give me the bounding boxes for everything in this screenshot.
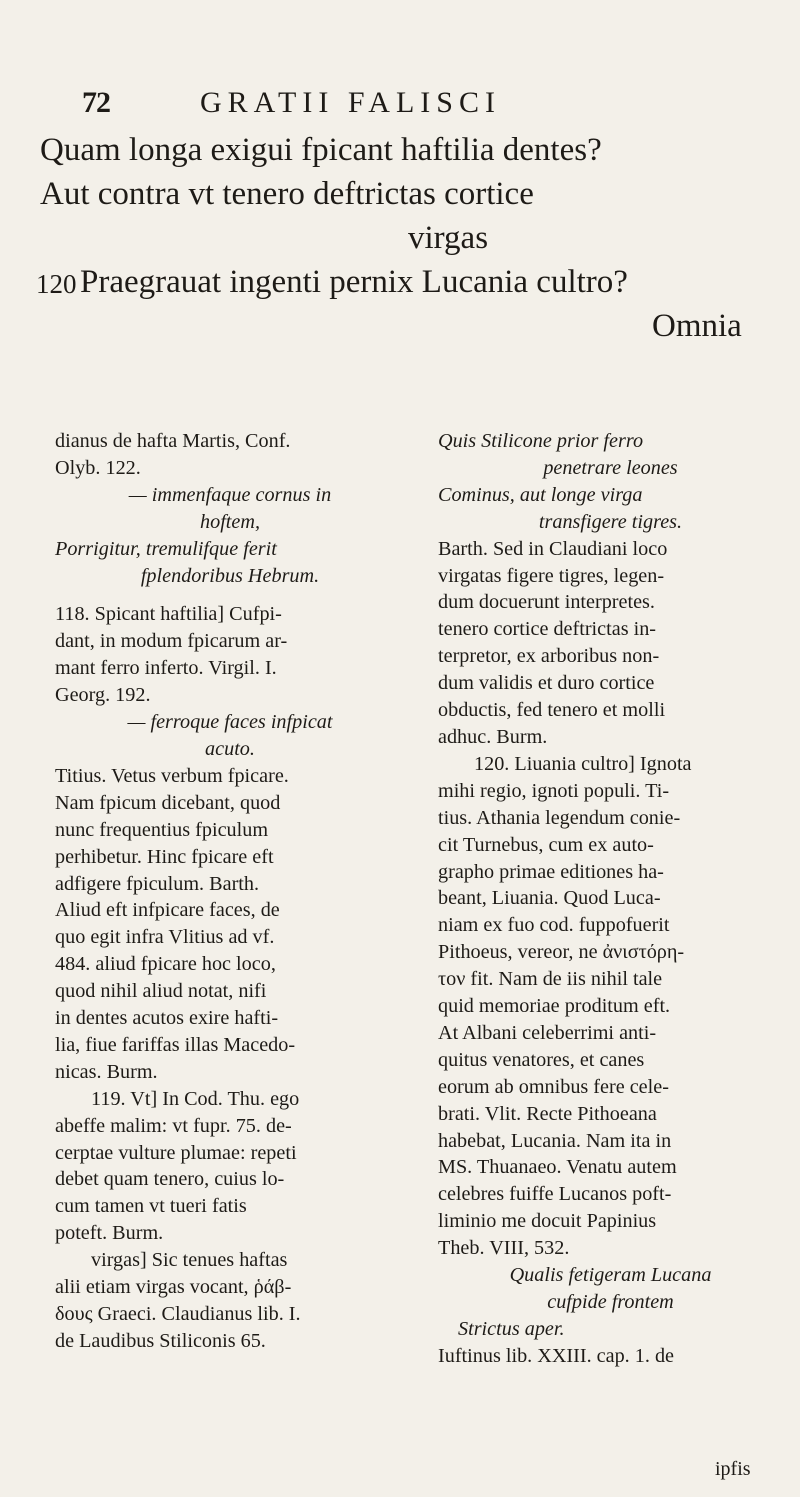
commentary-line: abeffe malim: vt fupr. 75. de- xyxy=(55,1114,292,1137)
commentary-line: grapho primae editiones ha- xyxy=(438,860,664,883)
quotation-line: transfigere tigres. xyxy=(538,510,683,533)
quotation-line: Quis Stilicone prior ferro xyxy=(438,430,644,452)
commentary-line: quitus venatores, et canes xyxy=(438,1048,645,1071)
commentary-line: niam ex fuo cod. fuppofuerit xyxy=(438,914,670,937)
commentary-left-column xyxy=(55,428,405,1355)
quotation-line: Porrigitur, tremulifque ferit xyxy=(55,537,277,560)
quotation-line: acuto. xyxy=(205,737,255,760)
page-number: 72 xyxy=(82,86,110,119)
quotation-line: Qualis fetigeram Lucana xyxy=(509,1264,712,1287)
commentary-line: Iuftinus lib. XXIII. cap. 1. de xyxy=(438,1344,675,1367)
commentary-line: Nam fpicum dicebant, quod xyxy=(55,791,281,814)
quotation-line: Strictus aper. xyxy=(458,1317,565,1340)
commentary-line: Titius. Vetus verbum fpicare. xyxy=(55,764,289,787)
verse-number: 120 xyxy=(36,269,77,299)
commentary-line: Georg. 192. xyxy=(55,684,151,707)
commentary-line: mihi regio, ignoti populi. Ti- xyxy=(438,779,670,802)
commentary-line: cum tamen vt tueri fatis xyxy=(55,1195,247,1218)
verse-line xyxy=(40,216,780,260)
commentary-line: dum docuerunt interpretes. xyxy=(438,591,655,614)
verse-text: Quam longa exigui fpicant haftilia dentes? xyxy=(40,132,602,168)
commentary-line: adhuc. Burm. xyxy=(438,725,548,748)
commentary-line: virgatas figere tigres, legen- xyxy=(438,564,665,587)
poem-verses xyxy=(36,128,780,348)
verse-line xyxy=(40,128,780,172)
commentary-line: δους Graeci. Claudianus lib. I. xyxy=(55,1303,301,1325)
verse-text: Omnia xyxy=(652,308,742,344)
quotation-line: — ferroque faces infpicat xyxy=(127,711,333,734)
commentary-line: brati. Vlit. Recte Pithoeana xyxy=(438,1102,657,1125)
quotation-line: hoftem, xyxy=(200,510,260,533)
commentary-line: terpretor, ex arboribus non- xyxy=(438,645,660,668)
note-118: 118. Spicant haftilia] Cufpi- xyxy=(55,603,282,626)
verse-text: Praegrauat ingenti pernix Lucania cultro? xyxy=(80,264,628,300)
note-120: 120. Liuania cultro] Ignota xyxy=(474,752,692,775)
commentary-line: liminio me docuit Papinius xyxy=(438,1210,657,1233)
commentary-line: cerptae vulture plumae: repeti xyxy=(55,1141,297,1164)
commentary-line: in dentes acutos exire hafti- xyxy=(55,1007,279,1030)
commentary-line: Aliud eft infpicare faces, de xyxy=(55,899,280,922)
commentary-line: mant ferro inferto. Virgil. I. xyxy=(55,657,277,680)
commentary-line: Theb. VIII, 532. xyxy=(438,1237,570,1260)
note-virgas: virgas] Sic tenues haftas xyxy=(91,1249,288,1272)
running-title: GRATII FALISCI xyxy=(200,86,501,119)
commentary-line: eorum ab omnibus fere cele- xyxy=(438,1075,669,1098)
note-119: 119. Vt] In Cod. Thu. ego xyxy=(91,1087,300,1110)
commentary-line: adfigere fpiculum. Barth. xyxy=(55,872,260,895)
commentary-line: perhibetur. Hinc fpicare eft xyxy=(55,845,274,868)
page-header xyxy=(82,80,760,124)
verse-text: virgas xyxy=(408,220,489,256)
commentary-line: quod nihil aliud notat, nifi xyxy=(55,980,267,1003)
quotation-line: Cominus, aut longe virga xyxy=(438,483,643,506)
commentary-line: nunc frequentius fpiculum xyxy=(55,818,269,841)
commentary-line: Olyb. 122. xyxy=(55,456,141,479)
quotation-line: fplendoribus Hebrum. xyxy=(140,564,320,587)
commentary-line: cit Turnebus, cum ex auto- xyxy=(438,833,654,856)
verse-line xyxy=(40,172,780,216)
verse-line xyxy=(40,304,780,348)
commentary-line: 484. aliud fpicare hoc loco, xyxy=(55,953,276,976)
commentary-line: poteft. Burm. xyxy=(55,1222,164,1245)
commentary-line: quid memoriae proditum eft. xyxy=(438,995,671,1018)
commentary-line: lia, fiue fariffas illas Macedo- xyxy=(55,1033,296,1056)
commentary-line: alii etiam virgas vocant, ῥάβ- xyxy=(55,1276,292,1299)
commentary-line: dianus de hafta Martis, Conf. xyxy=(55,430,291,452)
commentary-line: obductis, fed tenero et molli xyxy=(438,699,666,722)
commentary-line: τον fit. Nam de iis nihil tale xyxy=(438,968,663,991)
commentary-line: dum validis et duro cortice xyxy=(438,672,655,695)
commentary-line: celebres fuiffe Lucanos poft- xyxy=(438,1183,672,1206)
commentary-line: Pithoeus, vereor, ne ἀνιστόρη- xyxy=(438,941,685,964)
quotation-line: cufpide frontem xyxy=(547,1291,674,1313)
commentary-line: Barth. Sed in Claudiani loco xyxy=(438,537,668,560)
quotation-line: — immenfaque cornus in xyxy=(128,483,332,506)
commentary-line: nicas. Burm. xyxy=(55,1060,158,1083)
quotation-line: penetrare leones xyxy=(543,456,678,479)
commentary-line: de Laudibus Stiliconis 65. xyxy=(55,1329,266,1352)
commentary-line: beant, Liuania. Quod Luca- xyxy=(438,887,661,910)
commentary-line: tenero cortice deftrictas in- xyxy=(438,618,657,641)
commentary-line: debet quam tenero, cuius lo- xyxy=(55,1168,285,1191)
commentary-line: habebat, Lucania. Nam ita in xyxy=(438,1129,672,1152)
catchword: ipfis xyxy=(715,1458,751,1480)
commentary-line: At Albani celeberrimi anti- xyxy=(438,1021,657,1044)
verse-text: Aut contra vt tenero deftrictas cortice xyxy=(40,176,534,212)
commentary-right-column xyxy=(438,428,783,1370)
commentary-line: MS. Thuanaeo. Venatu autem xyxy=(438,1156,677,1179)
verse-line xyxy=(36,260,780,304)
commentary-line: quo egit infra Vlitius ad vf. xyxy=(55,926,275,949)
commentary-line: dant, in modum fpicarum ar- xyxy=(55,630,288,653)
commentary-line: tius. Athania legendum conie- xyxy=(438,806,681,829)
